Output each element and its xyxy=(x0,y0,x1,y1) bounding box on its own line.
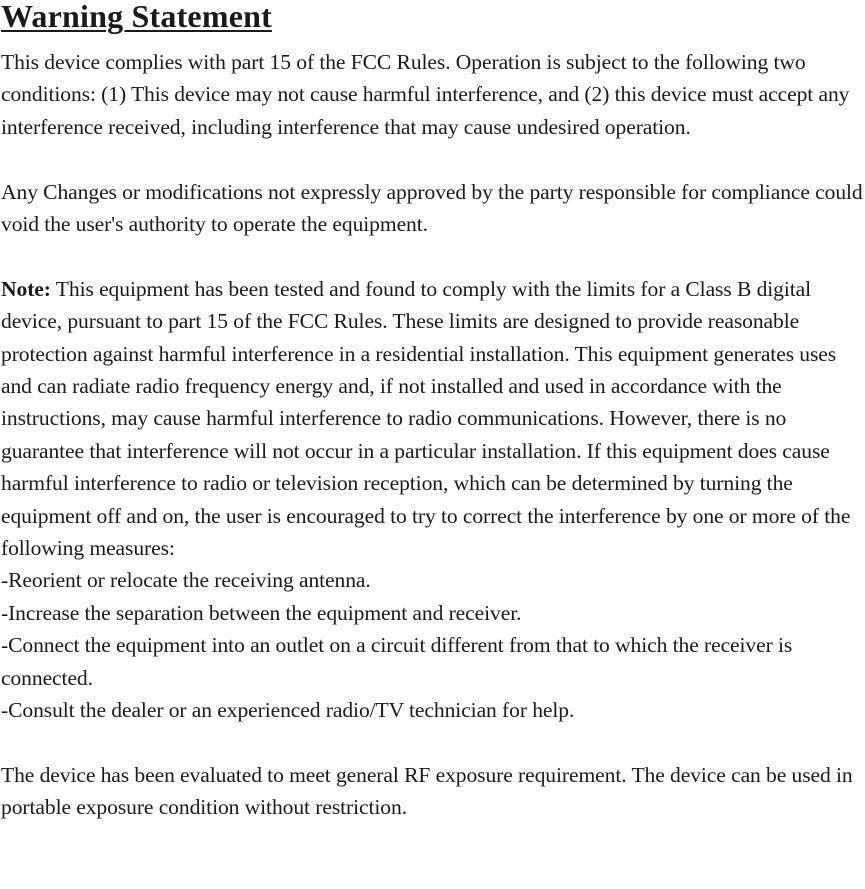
page-title: Warning Statement xyxy=(1,0,272,34)
measure-item: -Increase the separation between the equipment and receiver. xyxy=(1,600,522,625)
measure-item: -Reorient or relocate the receiving antenna. xyxy=(1,568,371,593)
paragraph-spacer xyxy=(1,143,865,175)
rf-exposure-paragraph: The device has been evaluated to meet general RF exposure requirement. The device can be used in portable exposure condition without restriction. xyxy=(1,762,853,820)
compliance-paragraph: This device complies with part 15 of the FCC Rules. Operation is subject to the following two conditions: (1) This device may not cause harmful interference, and (2) this device must accept any interference received, including interference that may cause undesired operation. xyxy=(1,50,850,139)
note-label: Note: xyxy=(1,276,51,301)
paragraph-spacer xyxy=(1,727,865,759)
measure-item: -Connect the equipment into an outlet on a circuit different from that to which the receiver is connected. xyxy=(1,633,793,690)
document-page xyxy=(1,0,865,824)
note-text: This equipment has been tested and found to comply with the limits for a Class B digital device, pursuant to part 15 of the FCC Rules. These limits are designed to provide reasonable protection against harmful interference in a residential installation. This equipment generates uses and can radiate radio frequency energy and, if not installed and used in accordance with the instructions, may cause harmful interference to radio communications. However, there is no guarantee that interference will not occur in a particular installation. If this equipment does cause harmful interference to radio or television reception, which can be determined by turning the equipment off and on, the user is encouraged to try to correct the interference by one or more of the following measures: xyxy=(1,276,851,561)
paragraph-spacer xyxy=(1,240,865,272)
modifications-paragraph: Any Changes or modifications not expressly approved by the party responsible for compliance could void the user's authority to operate the equipment. xyxy=(1,179,863,237)
note-paragraph xyxy=(1,273,865,565)
measure-item: -Consult the dealer or an experienced radio/TV technician for help. xyxy=(1,698,575,723)
